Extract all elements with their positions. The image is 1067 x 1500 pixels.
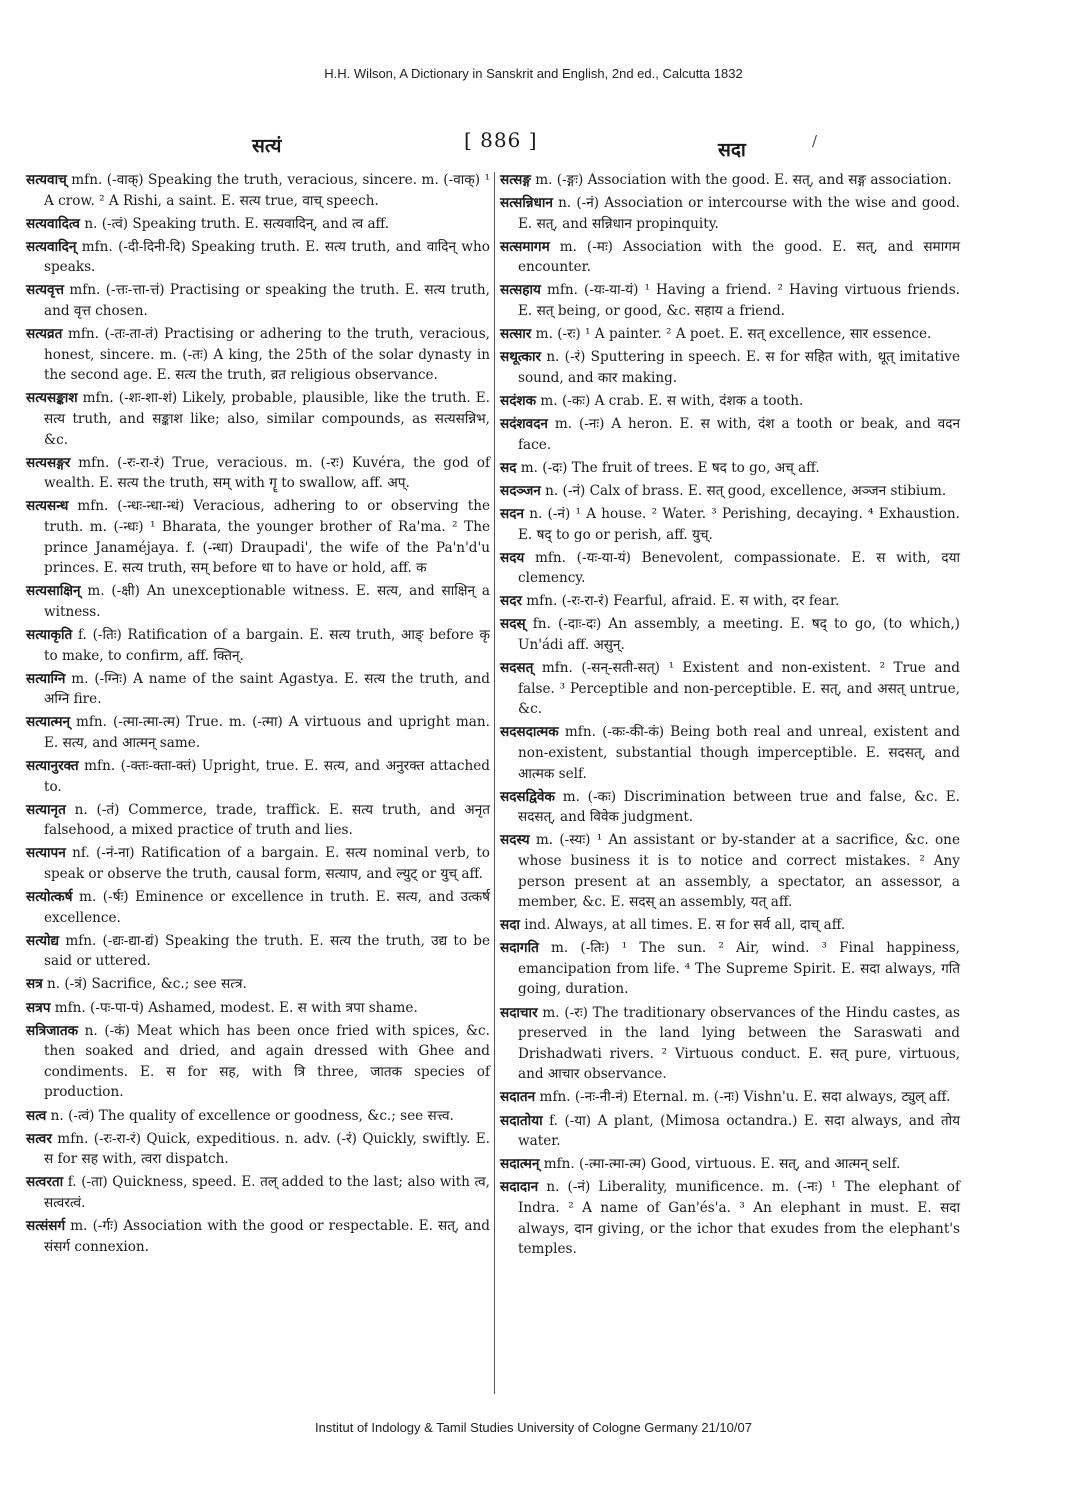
entry-definition: mfn. (-त्तः-त्ता-त्तं) Practising or speaking the truth. E. सत्य truth, and वृत्त chosen. [44,282,490,320]
entry-headword: सद [500,459,517,476]
entry-definition: mfn. (-कः-की-कं) Being both real and unreal, existent and non-existent, substantial though imperceptible. E. सदसत्, and आत्मक self. [518,724,960,782]
entry-definition: mfn. (-यः-या-यं) ¹ Having a friend. ² Having virtuous friends. E. सत् being, or good, &c. सहाय a friend. [518,282,960,320]
dictionary-entry [26,496,490,578]
dictionary-entry [26,887,490,928]
entry-headword: सत्यानुरक्त [26,758,79,775]
entry-headword: सदञ्जन [500,482,541,499]
entry-definition: mfn. (-त्मा-त्मा-त्म) Good, virtuous. E. सत्, and आत्मन् self. [539,1156,901,1173]
dictionary-entry [500,787,960,828]
dictionary-entry [26,1106,490,1127]
dictionary-entry [26,453,490,494]
entry-headword: सत्व [26,1107,47,1124]
entry-definition: mfn. (-क्तः-क्ता-क्तं) Upright, true. E. सत्य, and अनुरक्त attached to. [44,758,490,795]
entry-headword: सदाचार [500,1004,538,1021]
entry-definition: mfn. (-रः-रा-रं) Fearful, afraid. E. स with, दर fear. [521,593,840,610]
entry-headword: सत्यसङ्काश [26,390,78,407]
entry-headword: सदात्मन् [500,1156,540,1173]
entry-definition: m. (-र्षः) Eminence or excellence in truth. E. सत्य, and उत्कर्ष excellence. [44,889,490,926]
entry-headword: सदय [500,549,525,566]
dictionary-entry [26,324,490,386]
entry-definition: mfn. (-रः-रा-रं) True, veracious. m. (-रः) Kuvéra, the god of wealth. E. सत्य the truth, सम् with गॄ to swallow, aff. अप्. [44,454,490,492]
dictionary-entry [26,669,490,710]
entry-definition: f. (-ता) Quickness, speed. E. तल् added to the last; also with त्व, सत्वरत्वं. [44,1174,490,1211]
entry-definition: n. (-नं) Calx of brass. E. सत् good, excellence, अञ्जन stibium. [540,482,947,499]
dictionary-entry [500,1111,960,1152]
entry-definition: m. (-नः) A heron. E. स with, दंश a tooth or beak, and वदन face. [518,416,960,453]
dictionary-entry [500,658,960,720]
entry-definition: n. (-रं) Sputtering in speech. E. स for सहित with, थूत् imitative sound, and कार making. [518,349,960,386]
dictionary-entry [500,347,960,388]
dictionary-entry [26,237,490,278]
entry-headword: सत्याग्नि [26,670,66,687]
entry-headword: सदस् [500,616,526,633]
page-header [0,128,1067,162]
right-catchword: सदा [718,139,746,161]
page-number: [ 886 ] [464,128,538,152]
entry-definition: n. (-नं) Association or intercourse with the wise and good. E. सत्, and सन्निधान propinquity. [518,195,960,232]
entry-definition: n. (-त्वं) Speaking truth. E. सत्यवादिन्, and त्व aff. [80,215,390,232]
dictionary-entry [500,591,960,612]
entry-definition: m. (-मः) Association with the good. E. सत्, and समागम encounter. [518,238,960,276]
dictionary-entry [26,843,490,884]
dictionary-entry [26,756,490,797]
entry-definition: ind. Always, at all times. E. स for सर्व all, दाच् aff. [519,917,846,934]
dictionary-entry [500,414,960,455]
entry-headword: सत्सार [500,326,532,343]
institution-footer: Institut of Indology & Tamil Studies University of Cologne Germany 21/10/07 [315,1420,752,1435]
entry-definition: mfn. (-शः-शा-शं) Likely, probable, plausible, like the truth. E. सत्य truth, and सङ्काश like; also, similar compounds, as सत्यसन्निभ, &c. [44,390,490,448]
entry-definition: n. (-त्रं) Sacrifice, &c.; see सत्त्र. [42,976,247,993]
entry-headword: सदसद्विवेक [500,788,555,805]
entry-definition: m. (-दः) The fruit of trees. E षद to go, अच् aff. [516,459,820,476]
entry-headword: सत्समागम [500,238,550,255]
entry-definition: mfn. (-यः-या-यं) Benevolent, compassionate. E. स with, दया clemency. [518,549,960,587]
entry-definition: n. (-त्वं) The quality of excellence or goodness, &c.; see सत्त्व. [46,1107,454,1124]
entry-definition: mfn. (-रः-रा-रं) Quick, expeditious. n. adv. (-रं) Quickly, swiftly. E. स for सह with, त्वरा dispatch. [44,1130,490,1168]
dictionary-entry [26,1172,490,1213]
dictionary-entry [26,712,490,753]
entry-definition: mfn. (-वाक्) Speaking the truth, veracious, sincere. m. (-वाक्) ¹ A crow. ² A Rishi, a saint. E. सत्य true, वाच् speech. [44,172,490,209]
entry-definition: m. (-स्यः) ¹ An assistant or by-stander at a sacrifice, &c. one whose business it is to notice and correct mistakes. ² Any person present at an assembly, a spectator, an assessor, a member, &c. E. सदस् an assembly, यत् aff. [518,832,960,911]
dictionary-entry [26,1129,490,1170]
entry-definition: m. (-ङ्गः) Association with the good. E. सत्, and सङ्ग association. [530,172,952,188]
entry-definition: n. (-नं) ¹ A house. ² Water. ³ Perishing, decaying. ⁴ Exhaustion. E. षद् to go or perish, aff. युच्. [518,505,960,543]
dictionary-entry [26,625,490,666]
dictionary-entry [500,324,960,345]
dictionary-entry [500,722,960,784]
entry-headword: सत्योत्कर्ष [26,889,73,906]
entry-definition: nf. (-नं-ना) Ratification of a bargain. E. सत्य nominal verb, to speak or observe the truth, causal form, सत्याप, and ल्युट् or युच् aff. [44,845,490,882]
entry-headword: सदस्य [500,832,530,849]
entry-headword: सत्वर [26,1130,52,1147]
entry-headword: सत्यवृत्त [26,282,64,299]
entry-definition: m. (-तिः) ¹ The sun. ² Air, wind. ³ Final happiness, emancipation from life. ⁴ The Supreme Spirit. E. सदा always, गति going, duration. [518,940,960,998]
dictionary-entry [500,938,960,1000]
entry-definition: mfn. (-सन्-सती-सत्) ¹ Existent and non-existent. ² True and false. ³ Perceptible and non-perceptible. E. सत्, and असत् untrue, &c. [518,660,960,718]
entry-headword: सत्यसन्ध [26,498,69,515]
entry-headword: सत्योद्य [26,932,60,949]
dictionary-entry [26,280,490,321]
entry-headword: सदा [500,917,520,934]
dictionary-entry [500,280,960,321]
right-column [500,170,960,1262]
entry-headword: सदातन [500,1089,536,1106]
entry-definition: mfn. (-तः-ता-तं) Practising or adhering to the truth, veracious, honest, sincere. m. (-तः) A king, the 25th of the solar dynasty in the second age. E. सत्य the truth, व्रत religious observance. [44,326,490,384]
entry-headword: सत्यात्मन् [26,714,71,731]
entry-headword: सथूत्कार [500,349,542,366]
dictionary-entry [500,170,960,191]
entry-headword: सत्यसाक्षिन् [26,583,81,600]
entry-definition: mfn. (-द्यः-द्या-द्यं) Speaking the truth. E. सत्य the truth, उद्य to be said or uttered. [44,932,490,970]
entry-definition: m. (-र्गः) Association with the good or respectable. E. सत्, and संसर्ग connexion. [44,1218,490,1255]
entry-headword: सत्संसर्ग [26,1218,66,1234]
entry-headword: सदादान [500,1179,539,1196]
column-divider [494,172,495,1394]
entry-definition: m. (-ग्निः) A name of the saint Agastya. E. सत्य the truth, and अग्नि fire. [44,670,490,708]
entry-definition: mfn. (-पः-पा-पं) Ashamed, modest. E. स with त्रपा shame. [50,999,418,1016]
entry-definition: m. (-क्षी) An unexceptionable witness. E. सत्य, and साक्षिन् a witness. [44,583,490,620]
dictionary-entry [500,548,960,589]
left-column [26,170,490,1260]
dictionary-entry [500,1003,960,1085]
dictionary-entry [500,614,960,655]
dictionary-entry [26,931,490,972]
dictionary-entry [500,1087,960,1108]
entry-definition: mfn. (-न्धः-न्धा-न्धं) Veracious, adhering to or observing the truth. m. (-न्धः) ¹ Bharata, the younger brother of Ra'ma. ² The prince Janaméjaya. f. (-न्धा) Draupadi', the wife of the Pa'n'd'u princes. E. सत्य truth, सम् before धा to have or hold, aff. क [44,498,490,577]
dictionary-entry [26,998,490,1019]
entry-headword: सदंशवदन [500,416,548,433]
dictionary-entry [26,170,490,211]
entry-headword: सत्यवादित्व [26,215,80,232]
entry-headword: सत्याकृति [26,626,73,643]
entry-headword: सदसदात्मक [500,724,559,741]
entry-headword: सदातोया [500,1112,543,1129]
entry-definition: mfn. (-दी-दिनी-दि) Speaking truth. E. सत्य truth, and वादिन् who speaks. [44,238,490,276]
entry-headword: सदन [500,505,524,522]
dictionary-entry [500,1177,960,1259]
entry-headword: सत्यवाच् [26,172,67,188]
entry-headword: सत्सङ्ग [500,172,531,188]
dictionary-entry [500,193,960,234]
entry-headword: सत्यानृत [26,801,66,818]
entry-definition: f. (-या) A plant, (Mimosa octandra.) E. सदा always, and तोय water. [518,1112,960,1150]
entry-definition: n. (-नं) Liberality, munificence. m. (-नः) ¹ The elephant of Indra. ² A name of Gan'és'a. ³ An elephant in must. E. सदा always, दान giving, or the ichor that exudes from the elephant's temples. [518,1179,960,1258]
dictionary-entry [500,237,960,278]
entry-definition: n. (-कं) Meat which has been once fried with spices, &c. then soaked and dried, and again dressed with Ghee and condiments. E. स for सह, with त्रि three, जातक species of production. [44,1022,490,1101]
entry-headword: सत्यवादिन् [26,238,77,255]
entry-definition: m. (-कः) Discrimination between true and false, &c. E. सदसत्, and विवेक judgment. [518,788,960,826]
entry-definition: fn. (-दाः-दः) An assembly, a meeting. E. षद् to go, (to which,) Un'ádi aff. असुन्. [518,616,960,653]
dictionary-entry [26,1216,490,1257]
dictionary-entry [500,458,960,479]
entry-headword: सत्सन्निधान [500,195,553,212]
dictionary-entry [500,915,960,936]
entry-headword: सदर [500,593,522,610]
entry-headword: सत्र [26,976,43,993]
dictionary-entry [500,481,960,502]
dictionary-entry [26,581,490,622]
dictionary-entry [26,388,490,450]
dictionary-entry [500,391,960,412]
entry-definition: mfn. (-त्मा-त्मा-त्म) True. m. (-त्मा) A virtuous and upright man. E. सत्य, and आत्मन् same. [44,714,490,751]
dictionary-entry [26,800,490,841]
dictionary-entry [500,830,960,912]
left-catchword: सत्यं [252,135,282,157]
entry-definition: n. (-तं) Commerce, trade, traffick. E. सत्य truth, and अनृत falsehood, a mixed practice of truth and lies. [44,801,490,839]
entry-headword: सत्रिजातक [26,1022,79,1039]
entry-headword: सदंशक [500,392,537,409]
entry-definition: m. (-कः) A crab. E. स with, दंशक a tooth. [536,392,804,409]
entry-headword: सत्वरता [26,1174,64,1191]
entry-definition: m. (-रः) The traditionary observances of the Hindu castes, as preserved in the land lying between the Saraswati and Drishadwati rivers. ² Virtuous conduct. E. सत् pure, virtuous, and आचार observance. [518,1004,960,1083]
margin-mark: / [812,132,818,150]
entry-headword: सत्रप [26,999,51,1016]
entry-headword: सदसत् [500,660,534,677]
entry-headword: सदागति [500,940,539,957]
dictionary-entry [26,974,490,995]
entry-headword: सत्सहाय [500,282,541,299]
dictionary-entry [26,214,490,235]
dictionary-entry [500,504,960,545]
entry-headword: सत्यापन [26,845,66,862]
entry-definition: f. (-तिः) Ratification of a bargain. E. सत्य truth, आङ् before कृ to make, to confirm, aff. क्तिन्. [44,626,490,664]
dictionary-entry [500,1154,960,1175]
entry-headword: सत्यव्रत [26,326,63,343]
entry-definition: m. (-रः) ¹ A painter. ² A poet. E. सत् excellence, सार essence. [531,326,932,343]
entry-definition: mfn. (-नः-नी-नं) Eternal. m. (-नः) Vishn'u. E. सदा always, ट्युल् aff. [535,1089,951,1106]
dictionary-entry [26,1021,490,1103]
source-citation: H.H. Wilson, A Dictionary in Sanskrit and English, 2nd ed., Calcutta 1832 [324,66,743,81]
entry-headword: सत्यसङ्गर [26,454,71,471]
